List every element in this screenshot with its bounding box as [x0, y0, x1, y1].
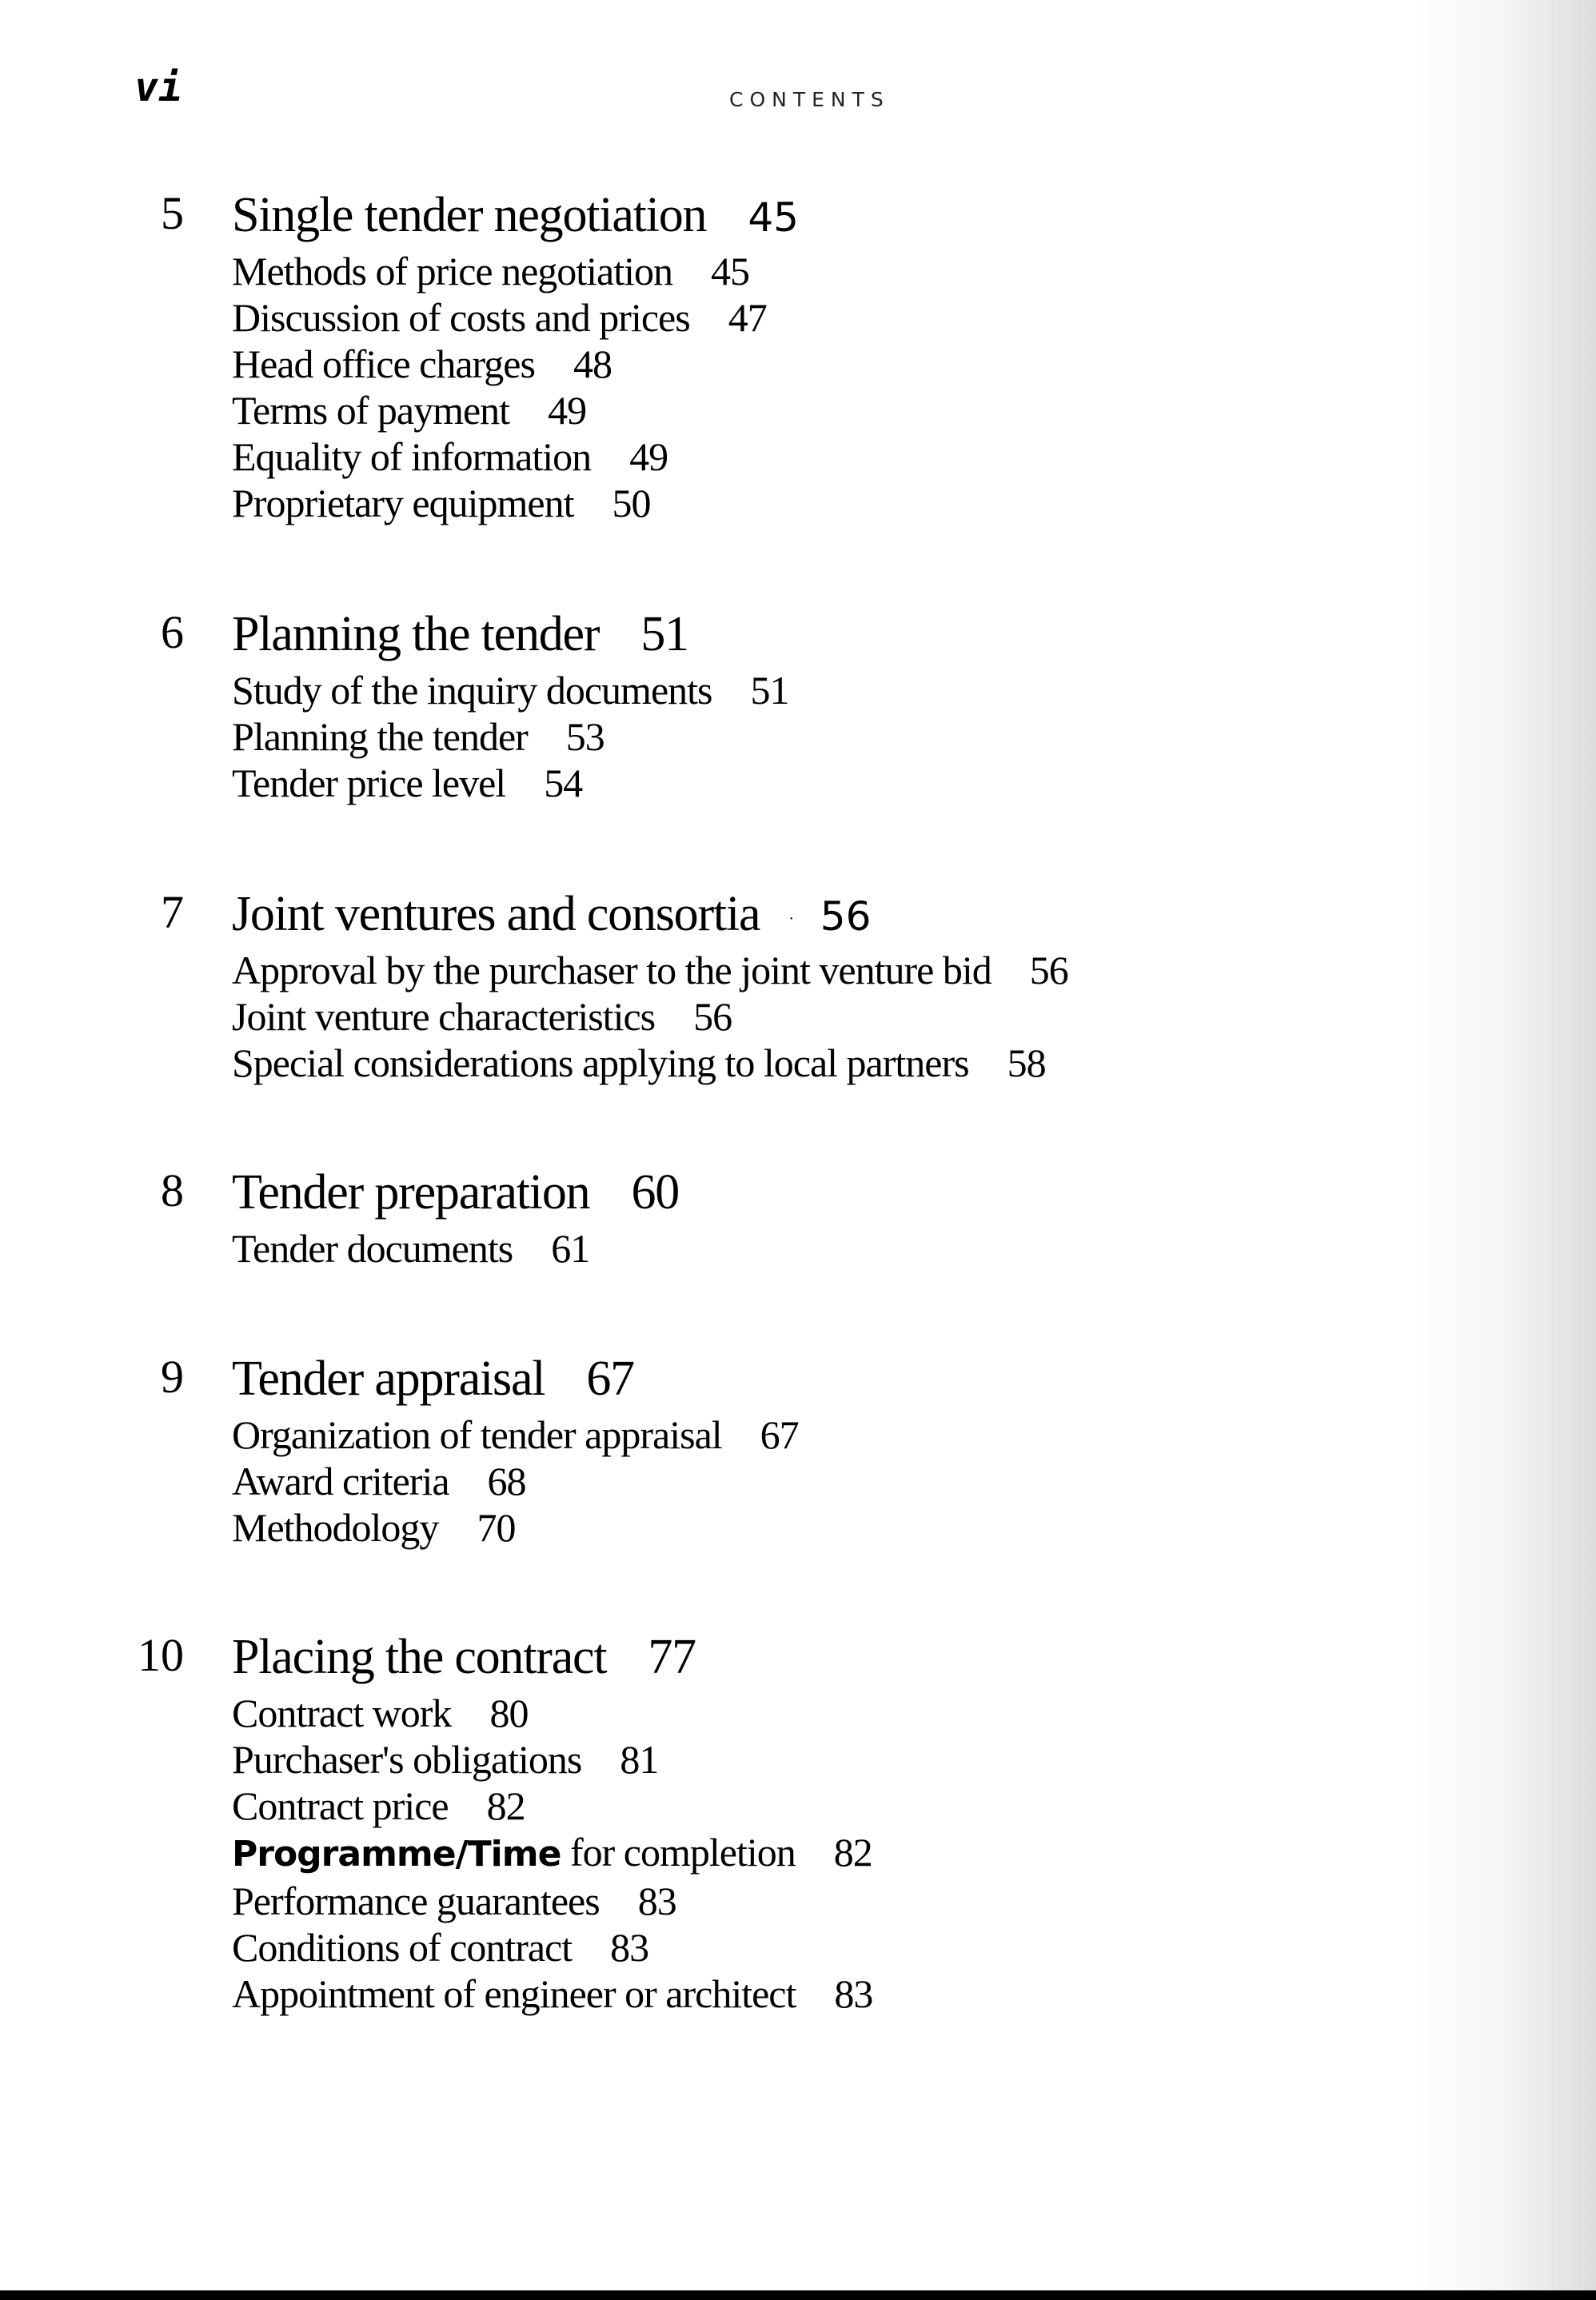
section-title: Joint venture characteristics [232, 994, 656, 1039]
section-title: Approval by the purchaser to the joint venture bid [232, 948, 992, 992]
section-title: Head office charges [232, 341, 535, 386]
chapter-title: Tender appraisal [232, 1352, 545, 1406]
chapter-title-row[interactable] [232, 190, 799, 240]
section-title: Terms of payment [232, 388, 510, 433]
section-list [232, 1412, 799, 1551]
chapter-title: Joint ventures and consortia [232, 887, 760, 941]
section-title: Methods of price negotiation [232, 249, 673, 293]
chapter-title: Tender preparation [232, 1165, 590, 1220]
section-entry[interactable] [232, 667, 789, 713]
section-entry[interactable] [232, 480, 767, 526]
section-entry[interactable] [232, 1829, 872, 1878]
section-title: Equality of information [232, 434, 592, 479]
chapter-number: 8 [161, 1164, 184, 1216]
section-title: Appointment of engineer or architect [232, 1971, 796, 2016]
section-page: 82 [486, 1783, 525, 1828]
section-title: Study of the inquiry documents [232, 668, 712, 713]
section-page: 58 [1007, 1040, 1046, 1085]
section-page: 53 [565, 714, 604, 759]
section-title [232, 1830, 796, 1875]
section-title: Award criteria [232, 1459, 449, 1503]
section-title: Conditions of contract [232, 1925, 573, 1970]
section-page: 83 [834, 1971, 873, 2016]
section-title: Methodology [232, 1505, 439, 1550]
chapter-page: 45 [748, 194, 799, 241]
section-entry[interactable] [232, 341, 767, 387]
section-page: 49 [629, 434, 668, 479]
section-page: 49 [548, 388, 587, 433]
chapter-title-row[interactable] [232, 609, 688, 659]
chapter-title: Single tender negotiation [232, 188, 707, 242]
chapter-title-row[interactable] [232, 1354, 634, 1404]
section-title: Special considerations applying to local partners [232, 1040, 969, 1085]
chapter-title-row[interactable] [232, 1632, 696, 1682]
section-title: Purchaser's obligations [232, 1737, 582, 1782]
section-entry[interactable] [232, 1971, 872, 2017]
section-list [232, 248, 767, 526]
section-title: Performance guarantees [232, 1879, 600, 1923]
chapter-page: 77 [648, 1630, 696, 1684]
section-list [232, 1225, 589, 1272]
section-page: 80 [489, 1691, 529, 1735]
section-entry[interactable] [232, 993, 1068, 1040]
section-entry[interactable] [232, 1736, 872, 1783]
chapter-title: Planning the tender [232, 607, 600, 661]
section-page: 50 [612, 481, 651, 525]
chapter-number: 5 [161, 187, 184, 239]
section-page: 81 [620, 1737, 659, 1782]
section-page: 83 [637, 1879, 676, 1923]
page-edge-shading [1412, 0, 1596, 2300]
chapter-number: 6 [161, 606, 184, 658]
section-page: 83 [610, 1925, 649, 1970]
section-page: 70 [477, 1505, 516, 1550]
chapter-page: 56 [820, 893, 872, 940]
section-entry[interactable] [232, 248, 767, 294]
section-entry[interactable] [232, 713, 789, 760]
section-list [232, 947, 1068, 1086]
running-head: CONTENTS [729, 88, 890, 111]
section-title-rest: for completion [561, 1830, 796, 1875]
chapter-page: 67 [586, 1352, 634, 1406]
section-entry[interactable] [232, 294, 767, 341]
section-entry[interactable] [232, 1040, 1068, 1086]
section-page: 54 [544, 761, 583, 805]
chapter-title: Placing the contract [232, 1630, 607, 1684]
section-page: 61 [551, 1226, 590, 1271]
section-entry[interactable] [232, 387, 767, 433]
section-title: Planning the tender [232, 714, 528, 759]
section-title: Organization of tender appraisal [232, 1412, 722, 1457]
section-page: 45 [711, 249, 750, 293]
chapter-number: 10 [138, 1629, 184, 1681]
chapter-number: 7 [161, 886, 184, 938]
section-page: 68 [487, 1459, 526, 1503]
section-title-bold: Programme/Time [232, 1834, 561, 1875]
section-page: 51 [750, 668, 789, 713]
page-folio: vi [134, 64, 183, 110]
section-title: Tender documents [232, 1226, 513, 1271]
section-list [232, 1690, 872, 2017]
chapter-number: 9 [161, 1351, 184, 1403]
chapter-page: 51 [640, 607, 688, 661]
section-page: 67 [760, 1412, 799, 1457]
section-list [232, 667, 789, 806]
section-entry[interactable] [232, 433, 767, 480]
chapter-page: 60 [631, 1165, 680, 1220]
section-entry[interactable] [232, 1504, 799, 1551]
section-page: 48 [573, 341, 612, 386]
section-page: 56 [1029, 948, 1068, 992]
section-page: 47 [728, 295, 767, 340]
section-title: Proprietary equipment [232, 481, 574, 525]
section-page: 82 [833, 1830, 872, 1875]
chapter-title-row[interactable] [232, 1165, 680, 1220]
section-title: Contract work [232, 1691, 452, 1735]
section-entry[interactable] [232, 1690, 872, 1736]
stray-dot-mark: · [788, 909, 793, 928]
section-entry[interactable] [232, 760, 789, 806]
section-page: 56 [693, 994, 732, 1039]
section-title: Tender price level [232, 761, 506, 805]
section-entry[interactable] [232, 1225, 589, 1272]
section-entry[interactable] [232, 1412, 799, 1458]
section-title: Discussion of costs and prices [232, 295, 690, 340]
section-title: Contract price [232, 1783, 449, 1828]
bottom-edge-rule [0, 2290, 1596, 2300]
section-entry[interactable] [232, 1878, 872, 1924]
section-entry[interactable] [232, 947, 1068, 993]
section-entry[interactable] [232, 1783, 872, 1829]
chapter-title-row[interactable] [232, 889, 871, 939]
section-entry[interactable] [232, 1458, 799, 1504]
section-entry[interactable] [232, 1924, 872, 1971]
